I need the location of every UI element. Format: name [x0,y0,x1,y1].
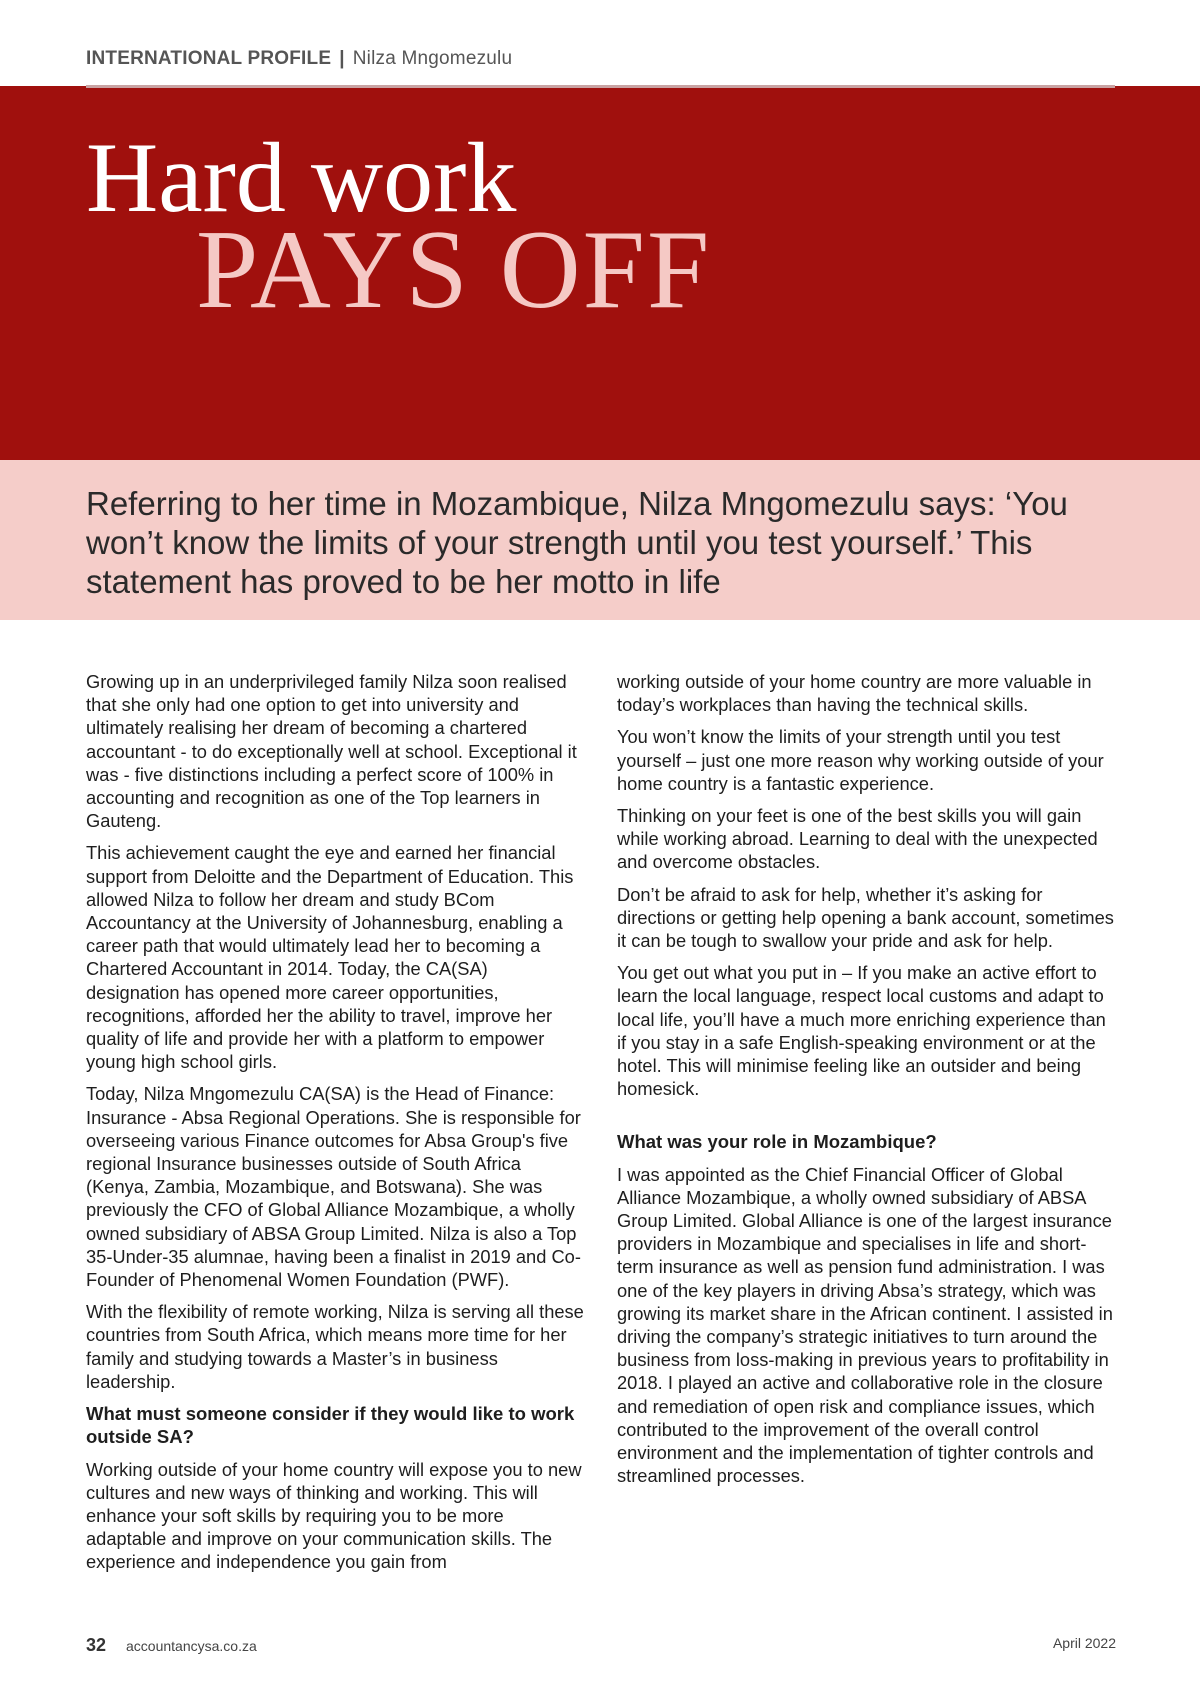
running-header [86,48,512,70]
body-paragraph: You won’t know the limits of your strength until you test yourself – just one more reason why working outside of your home country is a fantastic experience. [617,726,1104,794]
headline-line-1: Hard work [86,122,517,233]
body-paragraph: Today, Nilza Mngomezulu CA(SA) is the Head of Finance: Insurance - Absa Regional Operations. She is responsible for overseeing various Finance outcomes for Absa Group's five regional Insurance businesses outside of South Africa (Kenya, Zambia, Mozambique, and Botswana). She was previously the CFO of Global Alliance Mozambique, a wholly owned subsidiary of ABSA Group Limited. Nilza is also a Top 35-Under-35 alumnae, having been a finalist in 2019 and Co-Founder of Phenomenal Women Foundation (PWF). [86,1083,581,1291]
body-paragraph: You get out what you put in – If you make an active effort to learn the local language, respect local customs and adapt to local life, you’ll have a much more enriching experience than if you stay in a safe English-speaking environment or at the hotel. This will minimise feeling like an outsider and being homesick. [617,962,1106,1100]
question-heading: What was your role in Mozambique? [617,1131,937,1153]
body-paragraph: working outside of your home country are more valuable in today’s workplaces than having the technical skills. [617,671,1092,716]
body-paragraph: This achievement caught the eye and earned her financial support from Deloitte and the Department of Education. This allowed Nilza to follow her dream and study BCom Accountancy at the University of Johannesburg, enabling a career path that would ultimately lead her to becoming a Chartered Accountant in 2014. Today, the CA(SA) designation has opened more career opportunities, recognitions, afforded her the ability to travel, improve her quality of life and provide her with a platform to empower young high school girls. [86,842,574,1073]
body-paragraph: With the flexibility of remote working, Nilza is serving all these countries from South Africa, which means more time for her family and studying towards a Master’s in business leadership. [86,1301,584,1392]
body-paragraph: Thinking on your feet is one of the best skills you will gain while working abroad. Learning to deal with the unexpected and overcome obstacles. [617,805,1098,873]
body-paragraph: Working outside of your home country will expose you to new cultures and new ways of thinking and working. This will enhance your soft skills by requiring you to be more adaptable and improve on your communication skills. The experience and independence you gain from [86,1458,582,1573]
section-label: INTERNATIONAL PROFILE [86,48,332,69]
article-column-left [86,670,586,1583]
body-paragraph: Don’t be afraid to ask for help, whether it’s asking for directions or getting help opening a bank account, sometimes it can be tough to swallow your pride and ask for help. [617,883,1114,952]
header-separator: | [339,48,345,69]
issue-date: April 2022 [1052,1635,1116,1651]
footer-website: accountancysa.co.za [126,1638,257,1654]
page-number: 32 [86,1635,107,1655]
standfirst: Referring to her time in Mozambique, Nilza Mngomezulu says: ‘You won’t know the limits of your strength until you test yourself.’ This statement has proved to be her motto in life [86,485,1068,600]
body-paragraph: Growing up in an underprivileged family Nilza soon realised that she only had one option to get into university and ultimately realising her dream of becoming a chartered accountant - to do exceptionally well at school. Exceptional it was - five distinctions including a perfect score of 100% in accounting and recognition as one of the Top learners in Gauteng. [86,671,577,832]
body-paragraph: I was appointed as the Chief Financial Officer of Global Alliance Mozambique, a wholly owned subsidiary of ABSA Group Limited. Global Alliance is one of the largest insurance providers in Mozambique and specialises in life and short-term insurance as well as pension fund administration. I was one of the key players in driving Absa’s strategy, which was growing its market share in the African continent. I assisted in driving the company’s strategic initiatives to turn around the business from loss-making in previous years to profitability in 2018. I played an active and collaborative role in the closure and remediation of open risk and compliance issues, which contributed to the improvement of the overall control environment and the implementation of tighter controls and streamlined processes. [617,1163,1113,1487]
question-heading: What must someone consider if they would like to work outside SA? [86,1403,575,1448]
article-column-right [617,670,1117,1497]
header-rule [86,85,1115,88]
profile-subject: Nilza Mngomezulu [352,48,513,69]
headline-line-2: PAYS OFF [196,208,712,332]
